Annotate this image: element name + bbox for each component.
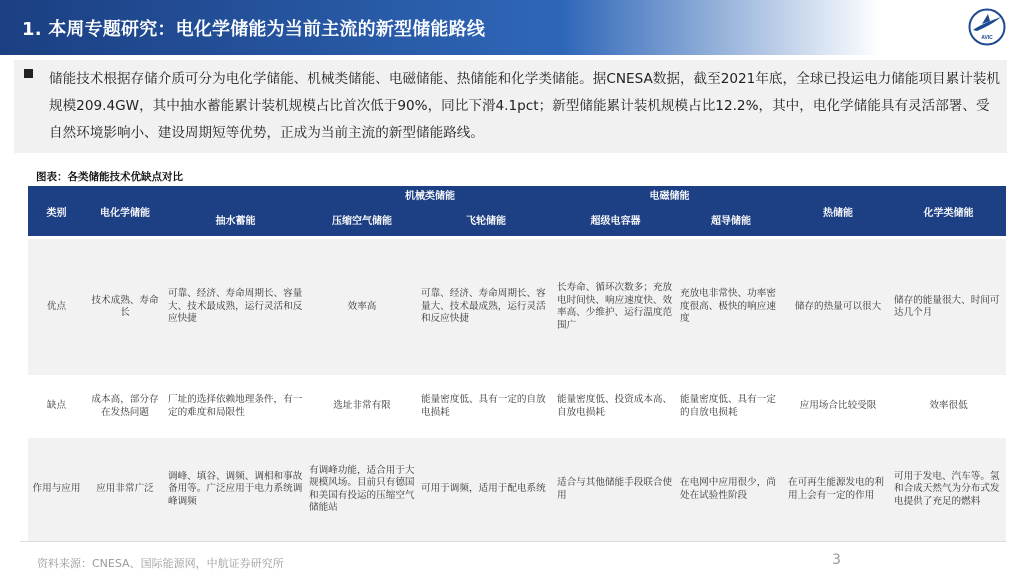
table-caption: 图表：各类储能技术优缺点对比 — [36, 171, 183, 183]
table-row-disadvantages — [28, 375, 1006, 438]
group-header-electromagnetic — [554, 186, 785, 202]
header-flywheel: 飞轮储能 — [418, 202, 554, 236]
comparison-table-wrap — [28, 186, 1006, 541]
row-label-advantages: 优点 — [28, 236, 85, 375]
avic-logo-icon — [968, 8, 1006, 46]
header-category: 类别 — [28, 186, 85, 236]
header-supercapacitor: 超级电容器 — [554, 202, 677, 236]
cell-advantages-chemical: 储存的能量很大、时间可达几个月 — [891, 236, 1006, 375]
intro-box — [14, 60, 1007, 153]
cell-applications-flywheel: 可用于调频，适用于配电系统 — [418, 438, 554, 541]
cell-applications-thermal: 在可再生能源发电的利用上会有一定的作用 — [785, 438, 891, 541]
cell-disadvantages-pumped-hydro: 厂址的选择依赖地理条件，有一定的难度和局限性 — [165, 375, 306, 438]
cell-applications-supercapacitor: 适合与其他储能手段联合使用 — [554, 438, 677, 541]
cell-disadvantages-compressed-air: 选址非常有限 — [306, 375, 418, 438]
group-header-mechanical-label: 机械类储能 — [405, 190, 455, 202]
cell-disadvantages-thermal: 应用场合比较受限 — [785, 375, 891, 438]
cell-advantages-superconducting: 充放电非常快、功率密度很高、极快的响应速度 — [677, 236, 785, 375]
cell-disadvantages-supercapacitor: 能量密度低、投资成本高、自放电损耗 — [554, 375, 677, 438]
cell-applications-pumped-hydro: 调峰、填谷、调频、调相和事故备用等。广泛应用于电力系统调峰调频 — [165, 438, 306, 541]
cell-disadvantages-electrochemical: 成本高，部分存在发热问题 — [85, 375, 165, 438]
row-label-disadvantages: 缺点 — [28, 375, 85, 438]
header-electrochemical: 电化学储能 — [85, 186, 165, 236]
group-header-electromagnetic-label: 电磁储能 — [649, 190, 690, 202]
page-header — [0, 0, 1024, 55]
header-compressed-air: 压缩空气储能 — [306, 202, 418, 236]
cell-applications-electrochemical: 应用非常广泛 — [85, 438, 165, 541]
cell-applications-compressed-air: 有调峰功能，适合用于大规模风场。目前只有德国和美国有投运的压缩空气储能站 — [306, 438, 418, 541]
cell-advantages-supercapacitor: 长寿命、循环次数多；充放电时间快、响应速度快、效率高、少维护、运行温度范围广 — [554, 236, 677, 375]
cell-advantages-compressed-air: 效率高 — [306, 236, 418, 375]
storage-comparison-table — [28, 186, 1006, 541]
page-number: 3 — [832, 552, 841, 568]
source-note: 资料来源：CNESA、国际能源网，中航证券研究所 — [37, 557, 284, 570]
footer-divider — [20, 541, 1006, 542]
cell-advantages-flywheel: 可靠、经济、寿命周期长、容量大、技术最成熟，运行灵活和反应快捷 — [418, 236, 554, 375]
table-row-applications — [28, 438, 1006, 541]
logo-text: AVIC — [981, 35, 993, 41]
header-chemical: 化学类储能 — [891, 186, 1006, 236]
intro-paragraph: 储能技术根据存储介质可分为电化学储能、机械类储能、电磁储能、热储能和化学类储能。据CNESA数据，截至2021年底，全球已投运电力储能项目累计装机规模209.4GW，其中抽水蓄能累计装机规模占比首次低于90%，同比下滑4.1pct；新型储能累计装机规模占比12.2%，其中，电化学储能具有灵活部署、受自然环境影响小、建设周期短等优势，正成为当前主流的新型储能路线。 — [49, 71, 1001, 141]
cell-advantages-pumped-hydro: 可靠、经济、寿命周期长、容量大、技术最成熟，运行灵活和反应快捷 — [165, 236, 306, 375]
header-superconducting: 超导储能 — [677, 202, 785, 236]
header-thermal: 热储能 — [785, 186, 891, 236]
bullet-square-icon — [24, 69, 33, 78]
header-pumped-hydro: 抽水蓄能 — [165, 202, 306, 236]
cell-disadvantages-superconducting: 能量密度低、具有一定的自放电损耗 — [677, 375, 785, 438]
cell-advantages-electrochemical: 技术成熟、寿命长 — [85, 236, 165, 375]
cell-advantages-thermal: 储存的热量可以很大 — [785, 236, 891, 375]
cell-disadvantages-flywheel: 能量密度低、具有一定的自放电损耗 — [418, 375, 554, 438]
group-header-mechanical — [306, 186, 554, 202]
cell-applications-chemical: 可用于发电、汽车等。氢和合成天然气为分布式发电提供了充足的燃料 — [891, 438, 1006, 541]
cell-applications-superconducting: 在电网中应用很少，尚处在试验性阶段 — [677, 438, 785, 541]
row-label-applications: 作用与应用 — [28, 438, 85, 541]
page-title: 1. 本周专题研究：电化学储能为当前主流的新型储能路线 — [22, 19, 486, 40]
cell-disadvantages-chemical: 效率很低 — [891, 375, 1006, 438]
table-row-advantages — [28, 236, 1006, 375]
